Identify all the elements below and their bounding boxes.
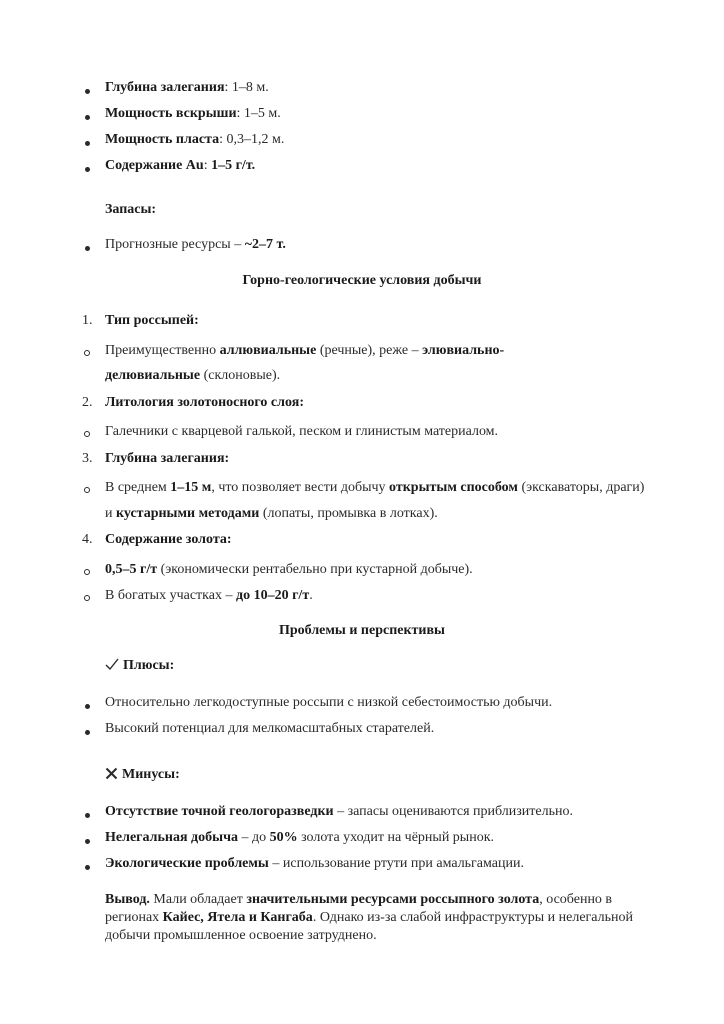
numbered-item-depth: Глубина залегания: (105, 451, 230, 466)
bullet (85, 839, 90, 844)
bullet (85, 89, 90, 94)
sub-item-type-cont: делювиальные (склоновые). (105, 368, 281, 383)
mining-title: Горно-геологические условия добычи (242, 273, 482, 288)
bullet (85, 141, 90, 146)
sub-bullet (84, 350, 90, 356)
plus-item: Относительно легкодоступные россыпи с низкой себестоимостью добычи. (105, 695, 553, 710)
sub-item-depth: В среднем 1–15 м, что позволяет вести добычу открытым способом (экскаваторы, драги) (105, 480, 645, 495)
sub-item-type: Преимущественно аллювиальные (речные), реже – элювиально- (105, 343, 505, 358)
sub-item-rich-areas: В богатых участках – до 10–20 г/т. (105, 588, 313, 603)
list-number: 4. (82, 532, 93, 547)
sub-bullet (84, 487, 90, 493)
numbered-item-lithology: Литология золотоносного слоя: (105, 395, 304, 410)
bullet (85, 246, 90, 251)
problems-title: Проблемы и перспективы (279, 623, 445, 638)
conclusion-line: регионах Кайес, Ятела и Кангаба. Однако из-за слабой инфраструктуры и нелегальной (105, 910, 633, 925)
minus-item: Нелегальная добыча – до 50% золота уходит на чёрный рынок. (105, 830, 495, 845)
minus-item: Экологические проблемы – использование ртути при амальгамации. (105, 856, 524, 871)
param-overburden: Мощность вскрыши: 1–5 м. (105, 106, 281, 121)
sub-item-depth-cont: и кустарными методами (лопаты, промывка в лотках). (105, 506, 438, 521)
plus-item: Высокий потенциал для мелкомасштабных старателей. (105, 721, 435, 736)
reserves-item: Прогнозные ресурсы – ~2–7 т. (105, 237, 286, 252)
sub-bullet (84, 595, 90, 601)
list-number: 1. (82, 313, 93, 328)
bullet (85, 167, 90, 172)
param-depth: Глубина залегания: 1–8 м. (105, 80, 269, 95)
bullet (85, 813, 90, 818)
minus-heading: Минусы: (105, 766, 180, 786)
list-number: 3. (82, 451, 93, 466)
check-icon (105, 658, 119, 677)
cross-icon (105, 767, 118, 786)
bullet (85, 115, 90, 120)
conclusion-line: Вывод. Мали обладает значительными ресурсами россыпного золота, особенно в (105, 892, 613, 907)
bullet (85, 730, 90, 735)
bullet (85, 865, 90, 870)
numbered-item-gold-content: Содержание золота: (105, 532, 232, 547)
conclusion-line: добычи промышленное освоение затруднено. (105, 928, 377, 943)
plus-heading: Плюсы: (105, 657, 174, 677)
param-au-content: Содержание Au: 1–5 г/т. (105, 158, 256, 173)
sub-bullet (84, 569, 90, 575)
minus-item: Отсутствие точной геологоразведки – запасы оцениваются приблизительно. (105, 804, 573, 819)
bullet (85, 704, 90, 709)
reserves-heading: Запасы: (105, 202, 157, 217)
sub-item-grade: 0,5–5 г/т (экономически рентабельно при кустарной добыче). (105, 562, 473, 577)
sub-item-lithology: Галечники с кварцевой галькой, песком и глинистым материалом. (105, 424, 499, 439)
list-number: 2. (82, 395, 93, 410)
numbered-item-type: Тип россыпей: (105, 313, 199, 328)
param-thickness: Мощность пласта: 0,3–1,2 м. (105, 132, 285, 147)
sub-bullet (84, 431, 90, 437)
